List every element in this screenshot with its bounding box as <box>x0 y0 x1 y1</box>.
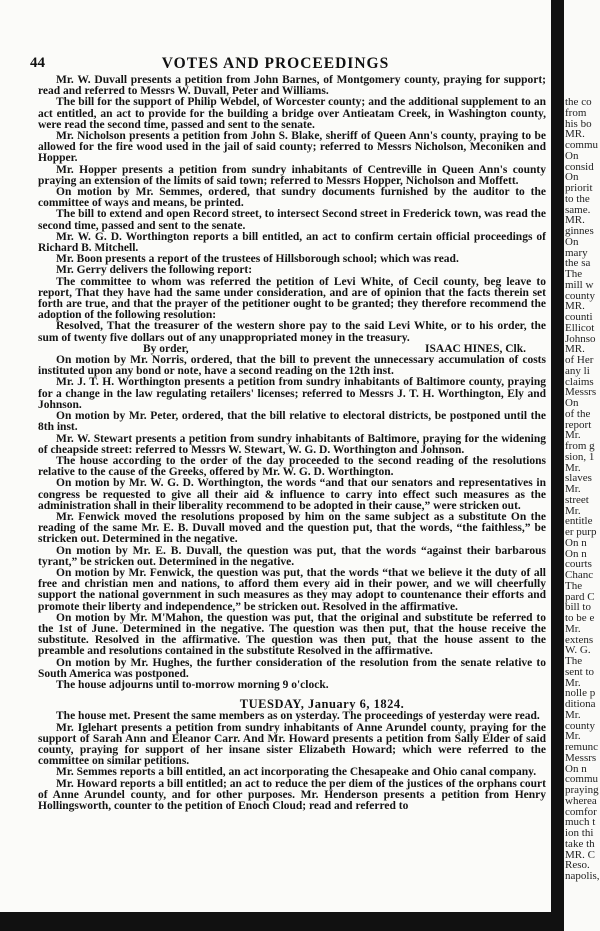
document-body <box>38 75 546 812</box>
fragment-line: pard C <box>565 590 595 603</box>
paragraph: Mr. W. Stewart presents a petition from sundry inhabitants of Baltimore, praying for the widening of cheapside street: referred to Messrs W. Stewart, W. G. D. Worthington and Johnson. <box>38 432 546 456</box>
fragment-line: extens <box>565 633 594 646</box>
fragment-line: On n <box>565 762 587 775</box>
fragment-line: bill to <box>565 601 591 614</box>
page-title: VOTES AND PROCEEDINGS <box>161 55 390 72</box>
fragment-line: The <box>565 268 583 280</box>
fragment-line: sion, 1 <box>565 450 595 463</box>
fragment-line: any li <box>565 364 590 377</box>
proceedings-part-3 <box>38 711 546 812</box>
paragraph: The house according to the order of the day proceeded to the second reading of the resolutions relative to the cause of the Greeks, offered by Mr. W. G. D. Worthington. <box>38 454 546 479</box>
proceedings-part-2 <box>38 355 546 691</box>
fragment-line: consid <box>565 160 594 173</box>
scan-border <box>0 912 551 931</box>
fragment-line: from <box>565 106 587 119</box>
fragment-line: The <box>565 655 583 667</box>
paragraph: Mr. J. T. H. Worthington presents a petition from sundry inhabitants of Baltimore county, praying for a change in the law regulating retailers' licenses; referred to Messrs J. T. H. Worthington, Ely and Johnson. <box>38 376 546 411</box>
fragment-line: On <box>565 235 579 248</box>
paragraph: Mr. Howard reports a bill entitled; an act to reduce the per diem of the justices of the orphans court of Anne Arundel county, and for other purposes. Mr. Henderson presents a petition from Henry Hollingsworth, counter to the petition of Enoch Cloud; read and referred to <box>38 777 546 812</box>
fragment-line: praying <box>565 784 599 796</box>
fragment-line: county <box>565 719 595 732</box>
fragment-line: On n <box>565 536 587 549</box>
fragment-line: Mr. <box>565 483 581 495</box>
paragraph: On motion by Mr. E. B. Duvall, the question was put, that the words “against their barbarous tyrant,” be stricken out. Determined in the negative. <box>38 544 546 568</box>
paragraph: The bill to extend and open Record street, to intersect Second street in Frederick town, was read the second time, passed and sent to the senate. <box>38 208 546 232</box>
fragment-line: sent to <box>565 665 595 678</box>
fragment-line: priorit <box>565 182 593 194</box>
fragment-line: from g <box>565 440 595 452</box>
paragraph: The bill for the support of Philip Webdel, of Worcester county; and the additional supplement to an act entitled, an act to provide for the building a bridge over Antieatam Creek, in Washington county, were read the second time, passed and sent to the senate. <box>38 96 546 131</box>
fragment-line: MR. <box>565 128 585 141</box>
fragment-line: comfor <box>565 805 597 818</box>
fragment-line: er purp <box>565 526 597 538</box>
paragraph: On motion by Mr. Semmes, ordered, that sundry documents furnished by the auditor to the committee of ways and means, be printed. <box>38 186 546 210</box>
fragment-line: street <box>565 493 589 506</box>
paragraph: The house adjourns until to-morrow morning 9 o'clock. <box>56 678 329 691</box>
fragment-line: report <box>565 418 592 431</box>
fragment-line: remunc <box>565 741 598 753</box>
paragraph: On motion by Mr. Norris, ordered, that the bill to prevent the unnecessary accumulation of costs instituted upon any bond or note, have a second reading on the 12th inst. <box>38 354 546 378</box>
fragment-line: ditiona <box>565 698 596 710</box>
next-page-fragments <box>565 97 600 882</box>
paragraph: Mr. Semmes reports a bill entitled, an act incorporating the Chesapeake and Ohio canal company. <box>56 766 537 779</box>
fragment-line: his bo <box>565 117 592 130</box>
fragment-line: Chanc <box>565 569 594 581</box>
paragraph: On motion by Mr. W. G. D. Worthington, the words “and that our senators and representatives in congress be requested to give all their aid & influence to carry into effect such measures as the administration shall in their liberality recommend to be adopted in their cause,” were stricken out. <box>38 477 546 512</box>
fragment-line: ginnes <box>565 225 594 237</box>
fragment-line: nolle p <box>565 687 596 700</box>
paragraph: Mr. Boon presents a report of the trustees of Hillsborough school; which was read. <box>56 253 459 266</box>
paragraph: Mr. Gerry delivers the following report: <box>56 264 253 277</box>
fragment-line: napolis, <box>565 870 600 882</box>
fragment-line: Mr. <box>565 730 581 743</box>
day-heading: TUESDAY, January 6, 1824. <box>239 697 405 712</box>
fragment-line: of the <box>565 407 591 420</box>
fragment-line: mary <box>565 246 588 259</box>
fragment-line: W. G. <box>565 644 591 657</box>
fragment-line: same. <box>565 203 591 216</box>
paragraph: Mr. Fenwick moved the resolutions proposed by him on the same subject as a substitute On the reading of the same Mr. E. B. Duvall moved and the question put, that the words, “the faithless,” be stricken out. Determined in the negative. <box>38 510 546 546</box>
fragment-line: On <box>565 149 579 162</box>
fragment-line: MR. <box>565 300 585 313</box>
page-number: 44 <box>30 55 45 71</box>
fragment-line: MR. C <box>565 848 595 861</box>
fragment-line: On <box>565 171 579 184</box>
fragment-line: to the <box>565 192 590 205</box>
paragraph: Resolved, That the treasurer of the western shore pay to the said Levi White, or to his order, the sum of twenty five dollars out of any unappropriated money in the treasury. <box>38 320 546 344</box>
fragment-line: wherea <box>565 794 597 807</box>
fragment-line: Mr. <box>565 504 581 517</box>
paragraph: Mr. Hopper presents a petition from sundry inhabitants of Centreville in Queen Ann's county praying an extension of the limits of said town; referred to Messrs Hopper, Nicholson and Moffett. <box>38 163 546 187</box>
fragment-line: the sa <box>565 257 591 270</box>
fragment-line: Mr. <box>565 429 581 442</box>
fragment-line: of Her <box>565 354 594 366</box>
fragment-line: Mr. <box>565 708 581 721</box>
signature-by-order: By order, <box>143 342 189 355</box>
fragment-line: The <box>565 579 583 592</box>
paragraph: On motion by Mr. Peter, ordered, that the bill relative to electoral districts, be postponed until the 8th inst. <box>38 410 546 434</box>
fragment-line: Reso. <box>565 859 590 872</box>
fragment-line: Messrs <box>565 751 597 764</box>
fragment-line: ion thi <box>565 827 594 839</box>
next-page-edge <box>564 0 600 931</box>
paragraph: Mr. W. G. D. Worthington reports a bill entitled, an act to confirm certain official proceedings of Richard B. Mitchell. <box>38 230 546 255</box>
fragment-line: On <box>565 397 579 409</box>
fragment-line: take th <box>565 837 595 850</box>
fragment-line: the co <box>565 96 592 108</box>
fragment-line: Mr. <box>565 461 581 474</box>
fragment-line: county <box>565 289 595 302</box>
fragment-line: claims <box>565 375 594 388</box>
paragraph: Mr. Iglehart presents a petition from sundry inhabitants of Anne Arundel county, praying for the support of Sarah Ann and Eleanor Carr. And Mr. Howard presents a petition from Sally Elder of said county, praying for support of her insane sister Elizabeth Howard; which were referred to the committee on similar petitions. <box>38 721 546 768</box>
fragment-line: to be e <box>565 612 595 624</box>
paragraph: On motion by Mr. Fenwick, the question was put, that the words “that we believe it the duty of all free and christian men and nations, to afford them every aid in their power, and we will cheerfully support the national government in such measures as they may adopt to countenance their efforts and promote their liberty and independence,” be stricken out. Resolved in the affirmative. <box>38 566 546 613</box>
fragment-line: Mr. <box>565 676 581 689</box>
proceedings-part-1 <box>38 75 546 344</box>
fragment-line: counti <box>565 311 593 323</box>
fragment-line: commu <box>565 773 598 786</box>
fragment-line: Ellicot <box>565 321 595 334</box>
paragraph: Mr. Nicholson presents a petition from John S. Blake, sheriff of Queen Ann's county, praying to be allowed for the fire wood used in the jail of said county; referred to Messrs Nicholson, Meconiken and Hopper. <box>38 130 546 165</box>
signature-clerk: ISAAC HINES, Clk. <box>425 342 526 355</box>
fragment-line: mill w <box>565 278 594 291</box>
fragment-line: entitle <box>565 515 593 528</box>
fragment-line: courts <box>565 558 592 571</box>
paragraph: The committee to whom was referred the petition of Levi White, of Cecil county, beg leave to report, That they have had the same under consideration, and are of opinion that the facts therein set forth are true, and that the prayer of the petitioner ought to be granted; they therefore recommend the adoption of the following resolution: <box>38 275 546 322</box>
fragment-line: Johnso <box>565 332 596 345</box>
page-gutter <box>551 0 564 931</box>
paragraph: Mr. W. Duvall presents a petition from John Barnes, of Montgomery county, praying for support; read and referred to Messrs W. Duvall, Peter and Williams. <box>38 74 546 98</box>
fragment-line: Messrs <box>565 386 597 399</box>
paragraph: On motion by Mr. Hughes, the further consideration of the resolution from the senate relative to South America was postponed. <box>38 656 546 680</box>
paragraph: On motion by Mr. M'Mahon, the question was put, that the original and substitute be referred to the 1st of June. Determined in the negative. The question was then put, that the house receive the substitute. Resolved in the affirmative. The question was then put, that the house assent to the preamble and resolutions contained in the substitute Resolved in the affirmative. <box>38 611 546 658</box>
fragment-line: commu <box>565 139 598 151</box>
fragment-line: slaves <box>565 472 592 485</box>
fragment-line: Mr. <box>565 622 581 635</box>
fragment-line: MR. <box>565 343 585 356</box>
paragraph: The house met. Present the same members as on ysterday. The proceedings of yesterday were read. <box>56 710 540 723</box>
fragment-line: MR. <box>565 214 585 227</box>
fragment-line: much t <box>565 816 596 829</box>
fragment-line: On n <box>565 547 587 560</box>
